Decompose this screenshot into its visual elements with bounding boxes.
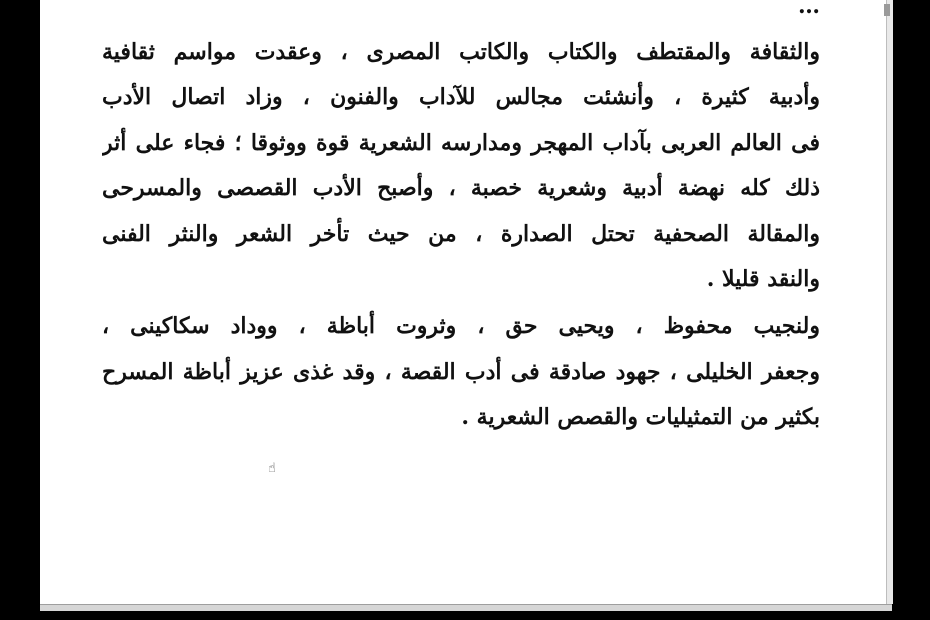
scanned-page[interactable] xyxy=(40,0,886,604)
paragraph-line: والثقافة والمقتطف والكتاب والكاتب المصرى ، وعقدت مواسم ثقافية xyxy=(102,38,820,65)
paragraph-line: بكثير من التمثيليات والقصص الشعرية . xyxy=(461,404,820,430)
scrollbar-thumb[interactable] xyxy=(884,4,890,16)
paragraph-line: ولنجيب محفوظ ، ويحيى حق ، وثروت أباظة ، ووداد سكاكينى ، xyxy=(102,313,820,339)
paragraph-line: ذلك كله نهضة أدبية وشعرية خصبة ، وأصبح الأدب القصصى والمسرحى xyxy=(102,175,820,201)
paragraph-line: وجعفر الخليلى ، جهود صادقة فى أدب القصة ، وقد غذى عزيز أباظة المسرح xyxy=(102,358,820,385)
vertical-scrollbar[interactable] xyxy=(886,0,893,604)
paragraph-line: والنقد قليلا . xyxy=(706,266,820,292)
paragraph-line: والمقالة الصحفية تحتل الصدارة ، من حيث تأخر الشعر والنثر الفنى xyxy=(102,220,820,247)
paragraph-line: … xyxy=(798,0,820,19)
paragraph-2 xyxy=(102,304,820,441)
paragraph-line: وأدبية كثيرة ، وأنشئت مجالس للآداب والفنون ، وزاد اتصال الأدب xyxy=(102,84,820,110)
paragraph-1 xyxy=(102,0,820,303)
hand-cursor-icon: ☝ xyxy=(268,461,276,476)
horizontal-scrollbar[interactable] xyxy=(40,604,892,611)
paragraph-line: فى العالم العربى بآداب المهجر ومدارسه الشعرية قوة ووثوقا ؛ فجاء على أثر xyxy=(102,129,820,156)
